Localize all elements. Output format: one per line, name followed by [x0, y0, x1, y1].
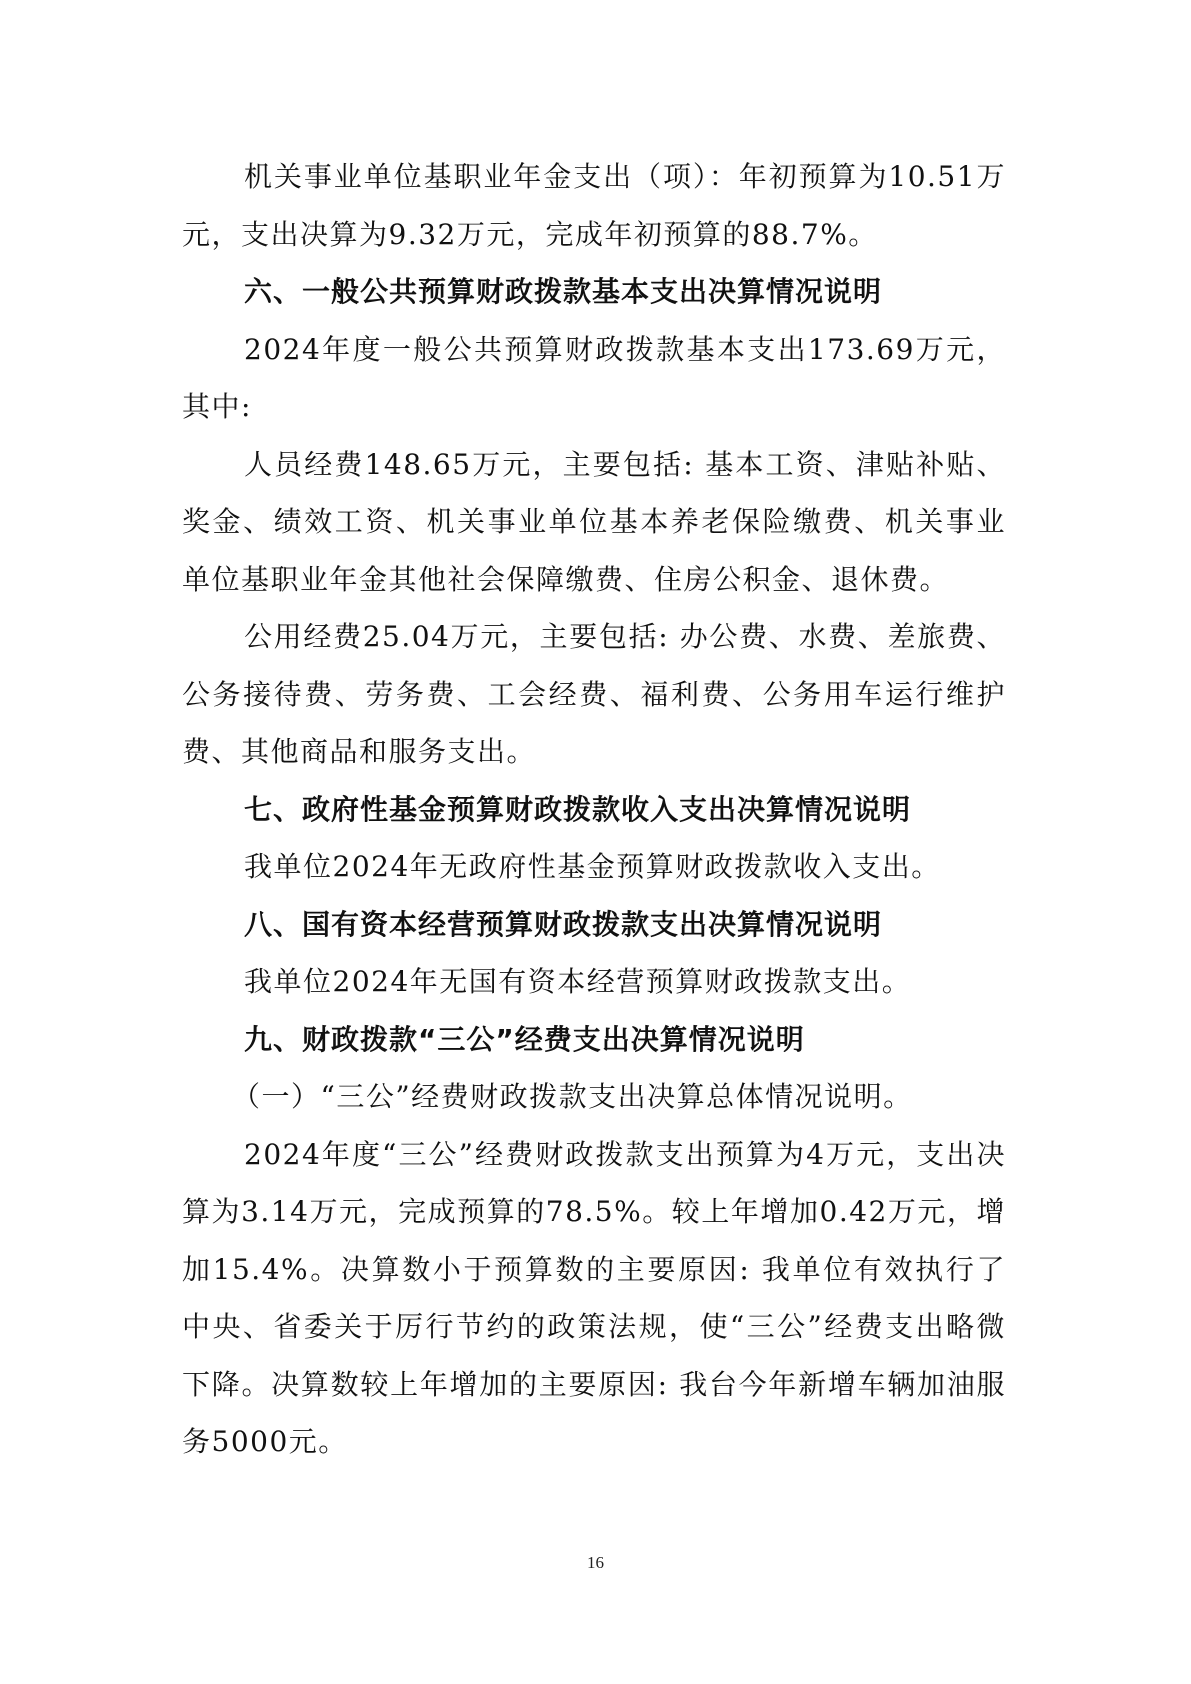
paragraph-government-fund: 我单位2024年无政府性基金预算财政拨款收入支出。: [244, 850, 941, 883]
subsection-heading-1: （一）“三公”经费财政拨款支出决算总体情况说明。: [232, 1080, 913, 1113]
paragraph-personnel-expenses: 人员经费148.65万元，主要包括: 基本工资、津贴补贴、奖金、绩效工资、机关事业单位基本养老保险缴费、机关事业单位基职业年金其他社会保障缴费、住房公积金、退休费。: [182, 447, 1006, 596]
paragraph-basic-expenditure: 2024年度一般公共预算财政拨款基本支出173.69万元，其中:: [182, 332, 1006, 423]
paragraph-public-expenses: 公用经费25.04万元，主要包括: 办公费、水费、差旅费、公务接待费、劳务费、工会经费、福利费、公务用车运行维护费、其他商品和服务支出。: [182, 620, 1006, 768]
section-heading-7: 七、政府性基金预算财政拨款收入支出决算情况说明: [244, 792, 912, 826]
paragraph-three-public-expenses: 2024年度“三公”经费财政拨款支出预算为4万元，支出决算为3.14万元，完成预算的78.5%。较上年增加0.42万元，增加15.4%。决算数小于预算数的主要原因: 我单位有效执行了中央、省委关于厉行节约的政策法规，使“三公”经费支出略微下降。决算数较上年增加的主要原因: 我台今年新增车辆加油服务5000元。: [182, 1137, 1006, 1458]
section-heading-6: 六、一般公共预算财政拨款基本支出决算情况说明: [244, 275, 883, 308]
page-body: [182, 148, 1006, 1471]
page-number: 16: [587, 1553, 604, 1572]
paragraph-state-capital: 我单位2024年无国有资本经营预算财政拨款支出。: [244, 965, 912, 998]
paragraph-pension-budget: 机关事业单位基职业年金支出（项）：年初预算为10.51万元，支出决算为9.32万元，完成年初预算的88.7%。: [182, 160, 1006, 251]
section-heading-8: 八、国有资本经营预算财政拨款支出决算情况说明: [244, 907, 883, 941]
section-heading-9: 九、财政拨款“三公”经费支出决算情况说明: [244, 1022, 805, 1056]
